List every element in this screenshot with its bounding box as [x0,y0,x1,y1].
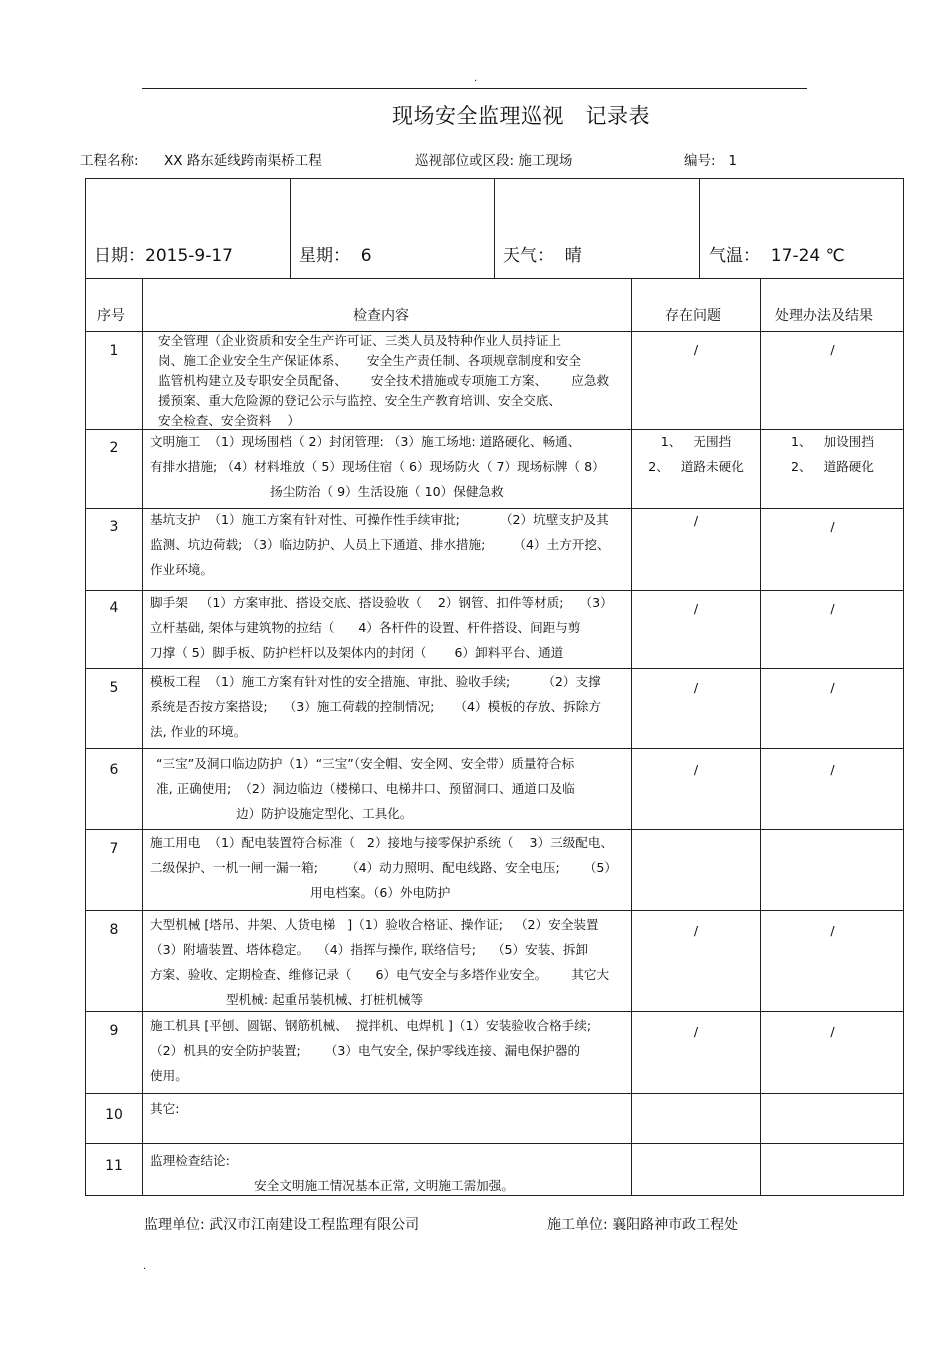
row-number: 10 [105,1107,123,1123]
info-divider [494,178,495,278]
row-problem: / [693,923,699,938]
row-content: 模板工程 （1）施工方案有针对性的安全措施、审批、验收手续; （2）支撑 系统是否按方案搭设; （3）施工荷载的控制情况; （4）模板的存放、拆除方 法, 作业的环境。 [150,674,601,739]
row-content: 文明施工 （1）现场围档（ 2）封闭管理: （3）施工场地: 道路硬化、畅通、 有排水措施; （4）材料堆放（ 5）现场住宿（ 6）现场防火（ 7）现场标牌（ 8） 扬尘防治（ 9）生活设施（ 10）保健急救 [150,434,605,499]
column-divider [142,278,143,1196]
row-number: 9 [109,1023,119,1039]
weekday-field: 星期： 6 [299,246,372,266]
record-number: 编号: 1 [684,153,738,169]
row-divider [85,278,904,279]
row-number: 11 [105,1158,123,1174]
temperature-field: 气温： 17-24 ℃ [709,246,845,266]
row-number: 7 [109,841,119,857]
row-number: 5 [109,680,119,696]
row-divider [85,910,904,911]
date-field: 日期：2015-9-17 [94,246,233,266]
row-divider [85,1093,904,1094]
row-result: / [830,1024,835,1039]
row-result: / [830,342,835,357]
row-result: 1、 加设围挡 2、 道路硬化 [791,434,874,474]
info-divider [699,178,700,278]
row-content: 施工用电 （1）配电装置符合标准（ 2）接地与接零保护系统（ 3）三级配电、 二级保护、一机一闸一漏一箱; （4）动力照明、配电线路、安全电压; （5） 用电档案。（6）外电防护 [150,835,617,900]
top-rule [142,88,807,89]
row-content: 基坑支护 （1）施工方案有针对性、可操作性手续审批; （2）坑壁支护及其 监测、坑边荷载; （3）临边防护、人员上下通道、排水措施; （4）土方开挖、 作业环境。 [150,512,610,577]
row-number: 3 [109,519,119,535]
page-title: 现场安全监理巡视 记录表 [391,104,651,128]
project-name: XX 路东延线跨南渠桥工程 [164,153,322,169]
row-problem: 1、 无围挡 2、 道路未硬化 [648,434,744,474]
row-content: 其它: [150,1101,180,1116]
row-number: 6 [109,762,119,778]
weather-field: 天气： 晴 [503,246,582,266]
row-problem: / [693,601,699,616]
row-problem: / [693,680,699,695]
row-problem: / [693,342,699,357]
row-divider [85,748,904,749]
row-number: 2 [109,440,119,456]
page-mark-top: . [474,73,478,84]
info-divider [290,178,291,278]
column-header-result: 处理办法及结果 [775,308,873,324]
row-number: 4 [109,600,119,616]
row-result: / [830,601,835,616]
row-problem: / [693,513,699,528]
row-problem: / [693,1024,699,1039]
row-result: / [830,762,835,777]
row-result: / [830,680,835,695]
row-divider [85,1143,904,1144]
column-header-problem: 存在问题 [665,308,721,324]
row-content: 施工机具 [平刨、圆锯、钢筋机械、 搅拌机、电焊机 ]（1）安装验收合格手续; （2）机具的安全防护装置; （3）电气安全, 保护零线连接、漏电保护器的 使用。 [150,1018,592,1083]
column-header-no: 序号 [97,308,125,324]
row-content: 监理检查结论: 安全文明施工情况基本正常, 文明施工需加强。 [150,1153,514,1193]
row-result: / [830,519,835,534]
row-content: 脚手架 （1）方案审批、搭设交底、搭设验收（ 2）钢管、扣件等材质; （3） 立杆基础, 架体与建筑物的拉结（ 4）各杆件的设置、杆件搭设、间距与剪 刀撑（ 5）脚手板、防护栏杆以及架体内的封闭（ 6）卸料平台、通道 [150,595,613,660]
row-number: 1 [109,343,119,359]
row-content: 安全管理（企业资质和安全生产许可证、三类人员及特种作业人员持证上 岗、施工企业安全生产保证体系、 安全生产责任制、各项规章制度和安全 监管机构建立及专职安全员配备、 安全技术措施或专项施工方案、 应急救 援预案、重大危险源的登记公示与监控、安全生产教育培训、安全交底、 安全检查、安全资料 ） [158,333,610,428]
row-problem: / [693,762,699,777]
row-content: “三宝”及洞口临边防护（1）“三宝”（安全帽、安全网、安全带）质量符合标 准, 正确使用; （2）洞边临边（楼梯口、电梯井口、预留洞口、通道口及临 边）防护设施定型化、工具化。 [156,756,575,821]
row-result: / [830,923,835,938]
inspection-section: 巡视部位或区段: 施工现场 [415,153,573,169]
column-header-content: 检查内容 [353,308,409,324]
column-divider [760,278,761,1196]
row-content: 大型机械 [塔吊、井架、人货电梯 ]（1）验收合格证、操作证; （2）安全装置 （3）附墙装置、塔体稳定。 （4）指挥与操作, 联络信号; （5）安装、拆卸 方案、验收、定期检查、维修记录（ 6）电气安全与多塔作业安全。 其它大 型机械: 起重吊装机械、打桩机械等 [150,917,610,1007]
supervisor-unit: 监理单位: 武汉市江南建设工程监理有限公司 [144,1217,420,1233]
project-label: 工程名称: [80,153,139,169]
row-number: 8 [109,922,119,938]
page-mark-bottom: . [143,1261,147,1272]
contractor-unit: 施工单位: 襄阳路神市政工程处 [547,1217,739,1233]
